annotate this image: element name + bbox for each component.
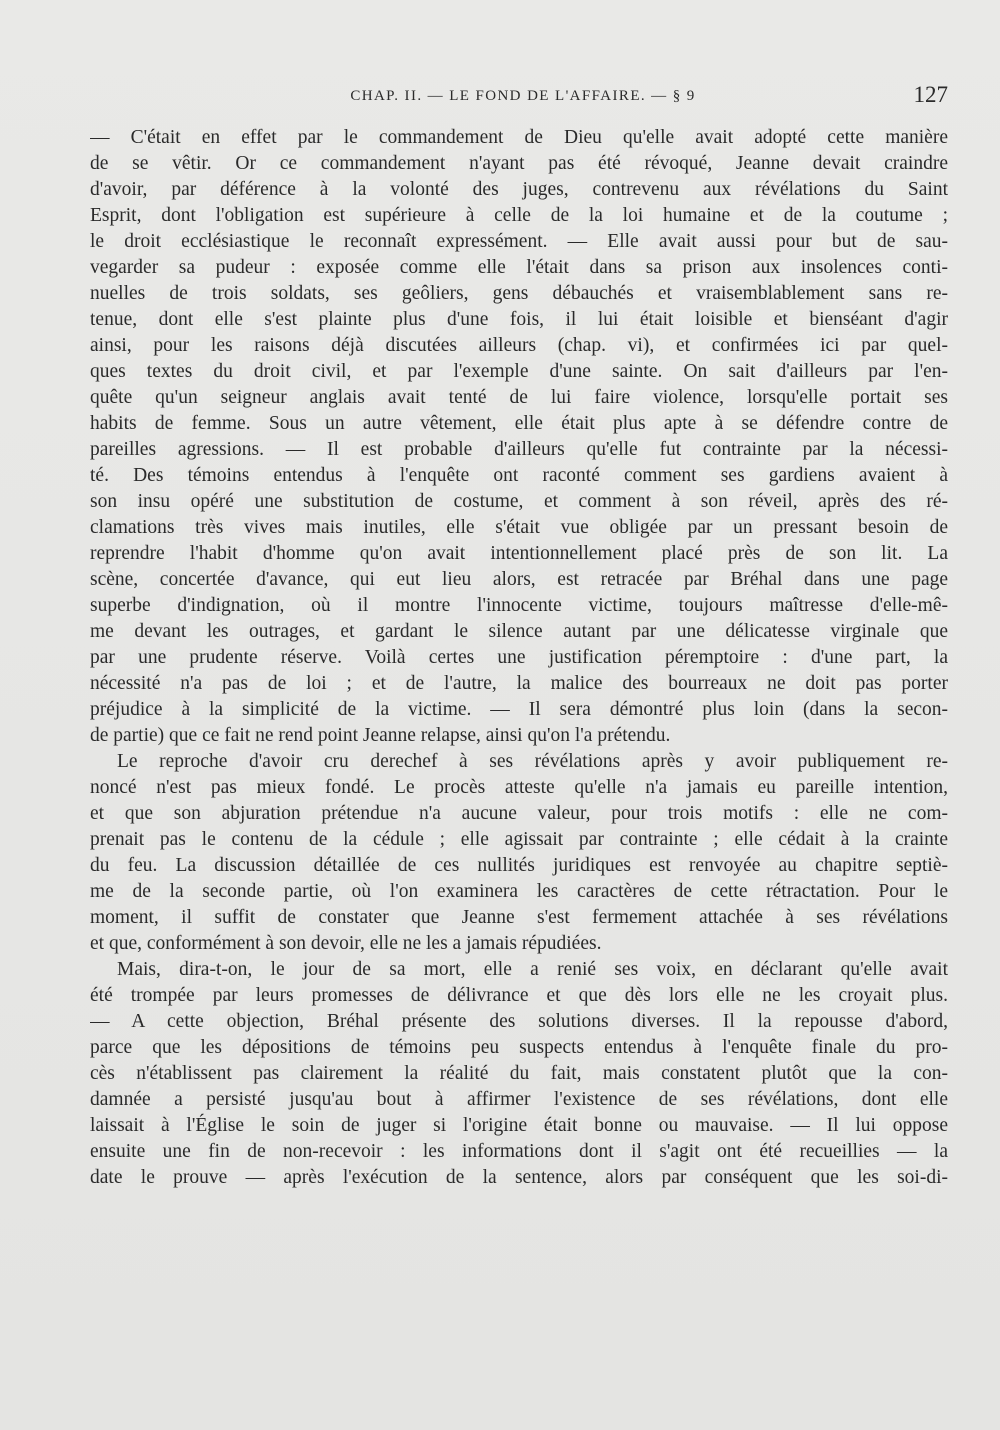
- text-line: moment, il suffit de constater que Jeanne s'est fermement attachée à ses révélations: [90, 907, 948, 928]
- text-line: scène, concertée d'avance, qui eut lieu alors, est retracée par Bréhal dans une page: [90, 569, 948, 590]
- text-line: habits de femme. Sous un autre vêtement, elle était plus apte à se défendre contre de: [90, 413, 948, 434]
- text-line: préjudice à la simplicité de la victime. — Il sera démontré plus loin (dans la secon-: [90, 699, 948, 720]
- text-line: superbe d'indignation, où il montre l'innocente victime, toujours maîtresse d'elle-mê-: [90, 595, 948, 616]
- text-line: me devant les outrages, et gardant le silence autant par une délicatesse virginale que: [90, 621, 948, 642]
- text-line: té. Des témoins entendus à l'enquête ont raconté comment ses gardiens avaient à: [90, 465, 948, 486]
- text-line: Le reproche d'avoir cru derechef à ses révélations après y avoir publiquement re-: [117, 751, 948, 772]
- text-line: pareilles agressions. — Il est probable d'ailleurs qu'elle fut contrainte par la nécessi-: [90, 439, 948, 460]
- text-line: parce que les dépositions de témoins peu suspects entendus à l'enquête finale du pro-: [90, 1037, 948, 1058]
- text-line: cès n'établissent pas clairement la réalité du fait, mais constatent plutôt que la con-: [90, 1063, 948, 1084]
- text-line: ainsi, pour les raisons déjà discutées ailleurs (chap. vi), et confirmées ici par quel-: [90, 335, 948, 356]
- text-line: — C'était en effet par le commandement de Dieu qu'elle avait adopté cette manière: [90, 127, 948, 148]
- text-line: prenait pas le contenu de la cédule ; elle agissait par contrainte ; elle cédait à la crainte: [90, 829, 948, 850]
- text-line: et que son abjuration prétendue n'a aucune valeur, pour trois motifs : elle ne com-: [90, 803, 948, 824]
- text-line: du feu. La discussion détaillée de ces nullités juridiques est renvoyée au chapitre septiè-: [90, 855, 948, 876]
- text-line: quête qu'un seigneur anglais avait tenté de lui faire violence, lorsqu'elle portait ses: [90, 387, 948, 408]
- text-line: tenue, dont elle s'est plainte plus d'une fois, il lui était loisible et bienséant d'agir: [90, 309, 948, 330]
- text-line: nuelles de trois soldats, ses geôliers, gens débauchés et vraisemblablement sans re-: [90, 283, 948, 304]
- running-title: CHAP. II. — LE FOND DE L'AFFAIRE. — § 9: [350, 88, 696, 104]
- text-line: noncé n'est pas mieux fondé. Le procès atteste qu'elle n'a jamais eu pareille intention,: [90, 777, 948, 798]
- text-line: damnée a persisté jusqu'au bout à affirmer l'existence de ses révélations, dont elle: [90, 1089, 948, 1110]
- text-line: de partie) que ce fait ne rend point Jeanne relapse, ainsi qu'on l'a prétendu.: [90, 725, 671, 746]
- text-line: clamations très vives mais inutiles, elle s'était vue obligée par un pressant besoin de: [90, 517, 948, 538]
- paragraph: [90, 749, 948, 957]
- text-line: date le prouve — après l'exécution de la sentence, alors par conséquent que les soi-di-: [90, 1167, 948, 1188]
- text-line: laissait à l'Église le soin de juger si l'origine était bonne ou mauvaise. — Il lui oppose: [90, 1115, 948, 1136]
- text-line: reprendre l'habit d'homme qu'on avait intentionnellement placé près de son lit. La: [90, 543, 948, 564]
- paragraph: [90, 125, 948, 749]
- text-line: été trompée par leurs promesses de délivrance et que dès lors elle ne les croyait plus.: [90, 985, 948, 1006]
- text-line: d'avoir, par déférence à la volonté des juges, contrevenu aux révélations du Saint: [90, 179, 948, 200]
- text-line: ensuite une fin de non-recevoir : les informations dont il s'agit ont été recueillies — la: [90, 1141, 948, 1162]
- text-line: — A cette objection, Bréhal présente des solutions diverses. Il la repousse d'abord,: [90, 1011, 948, 1032]
- text-line: Mais, dira-t-on, le jour de sa mort, elle a renié ses voix, en déclarant qu'elle avait: [117, 959, 948, 980]
- text-line: de se vêtir. Or ce commandement n'ayant pas été révoqué, Jeanne devait craindre: [90, 153, 948, 174]
- text-line: nécessité n'a pas de loi ; et de l'autre, la malice des bourreaux ne doit pas porter: [90, 673, 948, 694]
- page-number: 127: [913, 82, 948, 107]
- paragraph: [90, 957, 948, 1191]
- text-line: son insu opéré une substitution de costume, et comment à son réveil, après des ré-: [90, 491, 948, 512]
- text-line: par une prudente réserve. Voilà certes une justification péremptoire : d'une part, la: [90, 647, 948, 668]
- text-line: me de la seconde partie, où l'on examinera les caractères de cette rétractation. Pour le: [90, 881, 948, 902]
- text-line: ques textes du droit civil, et par l'exemple d'une sainte. On sait d'ailleurs par l'en-: [90, 361, 948, 382]
- body-text: [90, 125, 948, 1191]
- text-line: Esprit, dont l'obligation est supérieure à celle de la loi humaine et de la coutume ;: [90, 205, 948, 226]
- text-line: et que, conformément à son devoir, elle ne les a jamais répudiées.: [90, 933, 602, 954]
- text-line: vegarder sa pudeur : exposée comme elle l'était dans sa prison aux insolences conti-: [90, 257, 948, 278]
- text-line: le droit ecclésiastique le reconnaît expressément. — Elle avait aussi pour but de sau-: [90, 231, 948, 252]
- running-head: [90, 82, 948, 112]
